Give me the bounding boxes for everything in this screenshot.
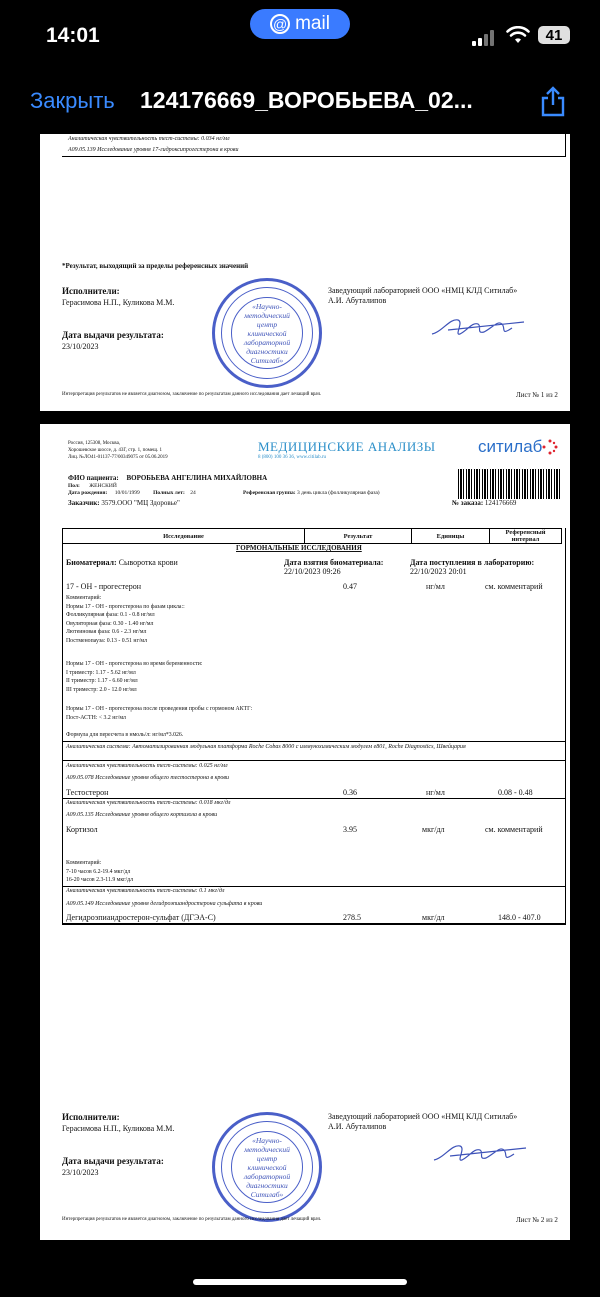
row1-name: 17 - ОН - прогестерон [66,582,141,591]
footnote: *Результат, выходящий за пределы референсных значений [62,262,249,270]
row1-ref: см. комментарий [485,582,543,591]
lab-stamp-2: «Научно-методический центр клинической лабораторной диагностики Ситилаб» [212,1112,322,1222]
head-name-2: А.И. Абуталипов [328,1122,387,1131]
formula: Формула для пересчета в нмоль/л: нг/мл*3.026. [66,732,184,738]
close-button[interactable]: Закрыть [30,88,115,113]
row4-units: мкг/дл [422,913,445,922]
performers: Герасимова Н.П., Куликова М.М. [62,298,175,307]
code-cortisol: A09.05.135 Исследование уровня общего кортизола в крови [66,812,218,818]
issue-label-2: Дата выдачи результата: [62,1156,164,1166]
battery-icon: 41 [538,26,570,44]
brand-title: МЕДИЦИНСКИЕ АНАЛИЗЫ [258,439,436,454]
sex-row: Пол: ЖЕНСКИЙ [68,483,117,489]
viewer-header [0,80,600,124]
biomaterial: Биоматериал: Сыворотка крови [66,558,178,567]
row4-name: Дегидроэпиандростерон-сульфат (ДГЭА-С) [66,913,216,922]
code-dhea: A09.05.149 Исследование уровня дегидроэпиандростерона сульфата в крови [66,901,263,907]
sample-date: Дата взятия биоматериала: 22/10/2023 09:26 [284,558,384,576]
document-page-1 [40,134,570,411]
sheet-number: Лист № 1 из 2 [516,391,558,399]
disclaimer-2: Интерпретация результатов не является диагнозом, заключение по результатам данного исследования дает лечащий врач. [62,1217,322,1222]
row4-result: 278.5 [343,913,361,922]
sensitivity-2: Аналитическая чувствительность тест-системы: 0.018 мкг/дл [66,800,231,806]
reference-group: Референсная группа: 3 день цикла (фолликулярная фаза) [243,490,380,496]
issue-date: 23/10/2023 [62,342,99,351]
barcode [458,469,562,499]
clock: 14:01 [46,24,100,47]
row2-name: Тестостерон [66,788,109,797]
home-indicator[interactable] [193,1279,407,1285]
row1-units: нг/мл [426,582,445,591]
signature-2 [430,1138,530,1168]
row2-ref: 0.08 - 0.48 [498,788,533,797]
mail-indicator[interactable] [250,9,350,39]
performers-label-2: Исполнители: [62,1112,120,1122]
row2-result: 0.36 [343,788,357,797]
pregnancy-block: Нормы 17 - ОН - прогестерона во время беременности: I триместр: 1.17 - 5.62 нг/мл II триместр: 1.17 - 6.60 нг/мл III триместр: 2.0 - 12.0 нг/мл [66,661,203,693]
at-icon: @ [270,14,290,34]
row3-name: Кортизол [66,825,98,834]
study-code: A09.05.139 Исследование уровня 17-гидроксипрогестерона в крови [68,147,239,153]
status-bar [0,0,600,70]
acth-block: Нормы 17 - ОН - прогестерона после проведения пробы с гормоном АКТГ: Пост-АСТН: < 3.2 нг/мл [66,706,253,721]
signature [428,312,528,342]
customer-row: Заказчик: 3579.ООО "МЦ Здоровье" [68,499,180,507]
row1-result: 0.47 [343,582,357,591]
row4-ref: 148.0 - 407.0 [498,913,541,922]
head-name: А.И. Абуталипов [328,296,387,305]
sensitivity-1: Аналитическая чувствительность тест-системы: 0.025 нг/мл [66,763,228,769]
patient-row: ФИО пациента: ВОРОБЬЕВА АНГЕЛИНА МИХАЙЛОВНА [68,474,268,482]
share-icon[interactable] [538,85,568,117]
cellular-signal-icon [472,30,498,46]
sensitivity-note: Аналитическая чувствительность тест-системы: 0.034 нг/мл [68,136,230,142]
wifi-icon [506,26,530,44]
citilab-logo: ситилаб [478,437,543,456]
issue-date-2: 23/10/2023 [62,1168,99,1177]
results-table-header: Исследование Результат Единицы Референсный интервал [62,528,562,544]
mail-label: mail [295,13,330,34]
performers-label: Исполнители: [62,286,120,296]
issue-label: Дата выдачи результата: [62,330,164,340]
sensitivity-3: Аналитическая чувствительность тест-системы: 0.1 мкг/дл [66,888,225,894]
document-title: 124176669_ВОРОБЬЕВА_02... [140,87,473,113]
row3-result: 3.95 [343,825,357,834]
document-page-2 [40,424,570,1240]
order-row: № заказа: 124176669 [452,499,517,507]
performers-2: Герасимова Н.П., Куликова М.М. [62,1124,175,1133]
cortisol-comment: Комментарий: 7-10 часов 6.2-19.4 мкг/дл 16-20 часов 2.3-11.9 мкг/дл [66,860,133,883]
dob-row: Дата рождения: 10/01/1999 Полных лет: 24 [68,490,196,496]
comment-block: Комментарий: Нормы 17 - ОН - прогестерона по фазам цикла:: Фолликулярная фаза: 0.1 - 0.8 нг/мл Овуляторная фаза: 0.30 - 1.40 нг/мл Лютеиновая фаза: 0.6 - 2.3 нг/мл Постменопауза: 0.13 - 0.51 нг/мл [66,595,185,644]
lab-address: Россия, 125308, Москва, Хорошевское шоссе, д. 43Г, стр. 1, помещ. 1 Лиц. №ЛО41-01137-77/00349075 от 05.06.2019 [68,441,168,460]
brand-phone: 8 (800) 100 36 36, www.citilab.ru [258,455,326,460]
row2-units: нг/мл [426,788,445,797]
row3-ref: см. комментарий [485,825,543,834]
row3-units: мкг/дл [422,825,445,834]
logo-dots-icon [542,439,558,455]
lab-date: Дата поступления в лабораторию: 22/10/2023 20:01 [410,558,535,576]
head-label: Заведующий лабораторией ООО «НМЦ КЛД Ситилаб» [328,286,518,295]
sheet-number-2: Лист № 2 из 2 [516,1216,558,1224]
disclaimer: Интерпретация результатов не является диагнозом, заключение по результатам данного исследования дает лечащий врач. [62,392,322,397]
lab-stamp: «Научно-методический центр клинической лабораторной диагностики Ситилаб» [212,278,322,388]
section-title: ГОРМОНАЛЬНЫЕ ИССЛЕДОВАНИЯ [236,544,362,552]
head-label-2: Заведующий лабораторией ООО «НМЦ КЛД Ситилаб» [328,1112,518,1121]
analytic-system: Аналитическая система: Автоматизированная модульная платформа Roche Cobas 8000 с иммунохимическим модулем e801, Roche Diagnostics, Швейцария [66,744,466,750]
code-testosterone: A09.05.078 Исследование уровня общего тестостерона в крови [66,775,229,781]
